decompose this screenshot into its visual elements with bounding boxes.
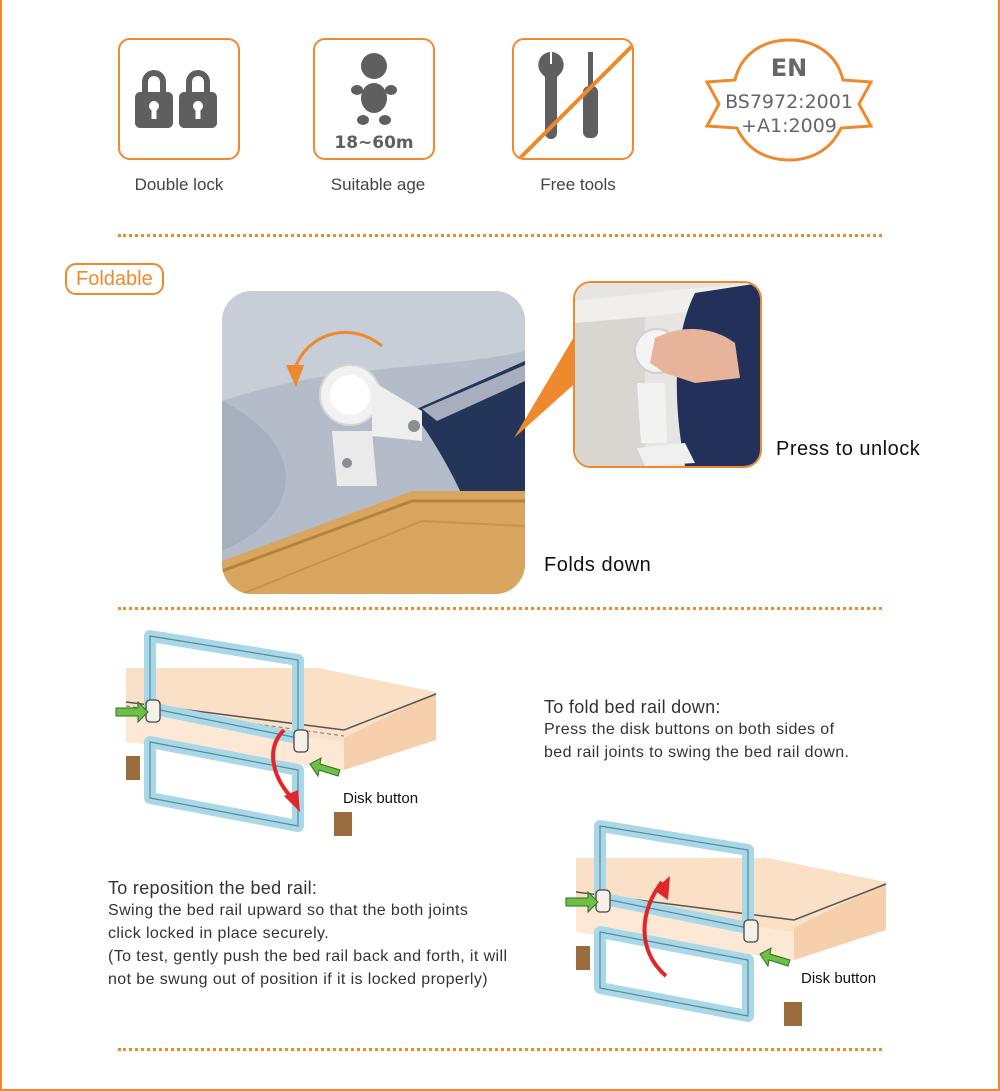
reposition-body-line-4: not be swung out of position if it is locked properly): [108, 971, 489, 988]
separator-3: [118, 1048, 882, 1051]
certification-badge: [703, 36, 875, 164]
fold-title: To fold bed rail down:: [544, 697, 721, 717]
folds-down-caption: Folds down: [544, 554, 652, 576]
fold-joint-photo: [222, 291, 525, 594]
double-lock-label: Double lock: [134, 175, 224, 194]
double-lock-box: [118, 38, 240, 160]
free-tools-box: [512, 38, 634, 160]
double-padlock-icon: [120, 40, 238, 158]
reposition-body-line-2: click locked in place securely.: [108, 925, 330, 942]
fold-down-diagram: [108, 630, 448, 840]
fold-body-line-2: bed rail joints to swing the bed rail down.: [544, 744, 850, 761]
suitable-age-box: [313, 38, 435, 160]
reposition-title: To reposition the bed rail:: [108, 878, 318, 898]
cert-amendment-text: +A1:2009: [741, 115, 837, 137]
press-to-unlock-caption: Press to unlock: [776, 438, 921, 460]
reposition-instructions: [108, 878, 507, 991]
disk-button-label-2: Disk button: [801, 970, 877, 987]
press-unlock-photo: [573, 281, 762, 468]
disk-button-label-1: Disk button: [343, 790, 419, 807]
fold-body-line-1: Press the disk buttons on both sides of: [544, 721, 835, 738]
cert-en-text: EN: [770, 54, 808, 82]
separator-1: [118, 234, 882, 237]
reposition-body-line-1: Swing the bed rail upward so that the both joints: [108, 902, 469, 919]
suitable-age-label: Suitable age: [330, 175, 426, 194]
no-tools-icon: [514, 40, 632, 158]
reposition-diagram: [558, 820, 898, 1032]
baby-icon: [315, 40, 433, 158]
age-range-text: 18~60m: [334, 133, 414, 153]
separator-2: [118, 607, 882, 610]
reposition-body-line-3: (To test, gently push the bed rail back and forth, it will: [108, 948, 508, 965]
cert-standard-text: BS7972:2001: [725, 91, 853, 113]
fold-instructions: [544, 697, 849, 764]
foldable-badge: Foldable: [65, 263, 164, 295]
free-tools-label: Free tools: [540, 175, 616, 194]
